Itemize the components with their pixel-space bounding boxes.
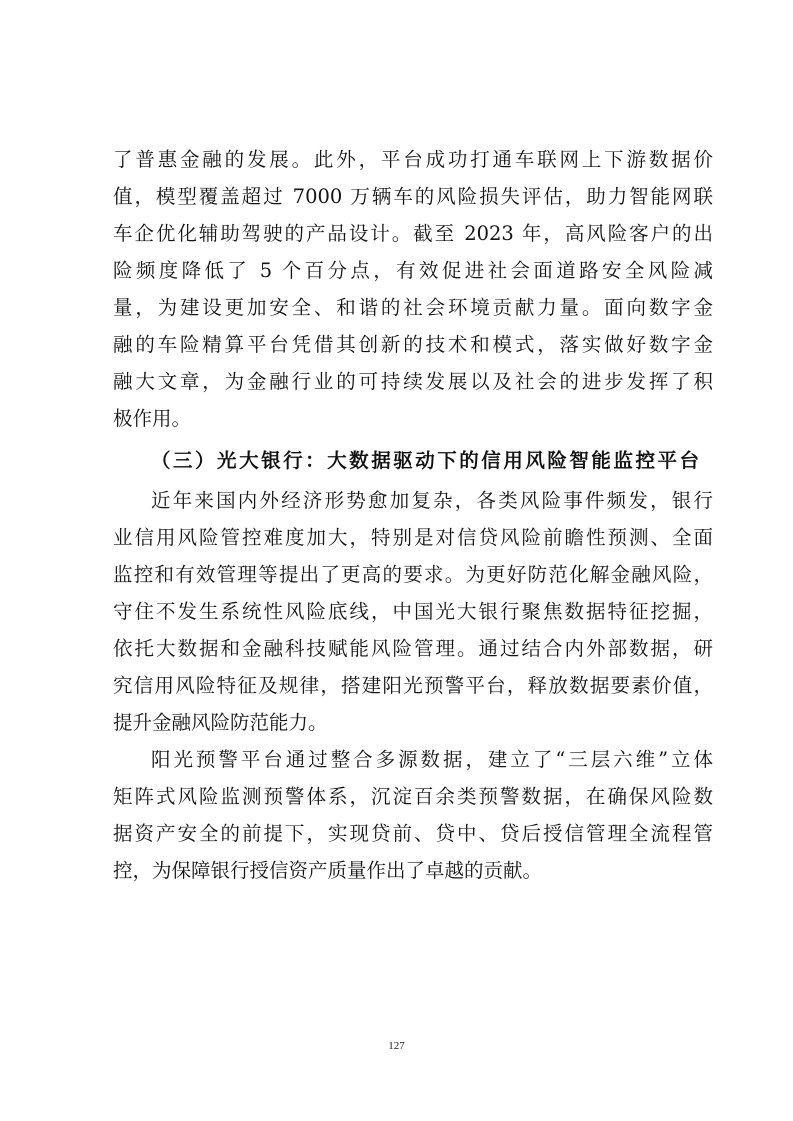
- paragraph-1-line: 了普惠金融的发展。此外，平台成功打通车联网上下游数据价: [113, 148, 713, 171]
- paragraph-2-line: 业信用风险管控难度加大，特别是对信贷风险前瞻性预测、全面: [113, 526, 713, 549]
- paragraph-2-line: 究信用风险特征及规律，搭建阳光预警平台，释放数据要素价值，: [113, 674, 713, 697]
- page-number: 127: [388, 1040, 405, 1052]
- paragraph-1-line: 融的车险精算平台凭借其创新的技术和模式，落实做好数字金: [113, 333, 713, 356]
- section-heading: （三）光大银行：大数据驱动下的信用风险智能监控平台: [151, 449, 699, 472]
- paragraph-1-line: 险频度降低了 5 个百分点，有效促进社会面道路安全风险减: [113, 259, 713, 282]
- paragraph-3-line: 控，为保障银行授信资产质量作出了卓越的贡献。: [113, 859, 543, 882]
- paragraph-2-line: 监控和有效管理等提出了更高的要求。为更好防范化解金融风险，: [113, 563, 713, 586]
- paragraph-3-line: 矩阵式风险监测预警体系，沉淀百余类预警数据，在确保风险数: [113, 785, 713, 808]
- paragraph-1-line: 极作用。: [113, 407, 192, 430]
- paragraph-1-line: 车企优化辅助驾驶的产品设计。截至 2023 年，高风险客户的出: [113, 222, 713, 245]
- paragraph-3-line: 据资产安全的前提下，实现贷前、贷中、贷后授信管理全流程管: [113, 822, 713, 845]
- paragraph-1-line: 值，模型覆盖超过 7000 万辆车的风险损失评估，助力智能网联: [113, 185, 713, 208]
- paragraph-2-line: 提升金融风险防范能力。: [113, 711, 328, 734]
- paragraph-2-line: 依托大数据和金融科技赋能风险管理。通过结合内外部数据，研: [113, 637, 713, 660]
- paragraph-1-line: 融大文章，为金融行业的可持续发展以及社会的进步发挥了积: [113, 370, 713, 393]
- paragraph-2-line: 守住不发生系统性风险底线，中国光大银行聚焦数据特征挖掘，: [113, 600, 713, 623]
- paragraph-1-line: 量，为建设更加安全、和谐的社会环境贡献力量。面向数字金: [113, 296, 713, 319]
- paragraph-2-line: 近年来国内外经济形势愈加复杂，各类风险事件频发，银行: [151, 489, 713, 512]
- paragraph-3-line: 阳光预警平台通过整合多源数据，建立了“三层六维”立体: [151, 748, 713, 771]
